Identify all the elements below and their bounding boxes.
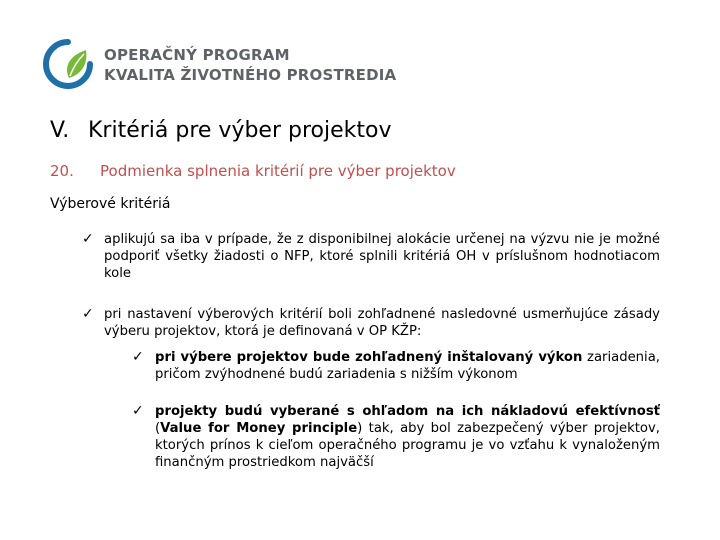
title-number: V. (50, 118, 70, 143)
criteria-item-2: pri nastavení výberových kritérií boli zohľadnené nasledovné usmerňujúce zásady výberu projektov, ktorá je definovaná v OP KŽP: (104, 307, 660, 339)
slide-title (50, 118, 392, 143)
subtitle-text: Podmienka splnenia kritérií pre výber projektov (100, 162, 456, 180)
checkmark-icon: ✓ (82, 306, 94, 322)
criteria-subitem-1 (155, 349, 660, 383)
subitem-2-bold-2: Value for Money principle (160, 421, 358, 436)
program-logo (42, 36, 397, 92)
logo-line-1: OPERAČNÝ PROGRAM (104, 46, 290, 64)
subitem-2-text: ) tak, aby bol zabezpečený výber projektov, ktorých prínos k cieľom operačného programu je vo vzťahu k vynaloženým finančným prostriedkom najväčší (155, 421, 660, 470)
slide-subtitle (50, 162, 456, 180)
subitem-1-bold: pri výbere projektov bude zohľadnený inštalovaný výkon (155, 350, 583, 365)
checkmark-icon: ✓ (132, 349, 144, 365)
checkmark-icon: ✓ (132, 403, 144, 419)
criteria-subitem-2 (155, 403, 660, 471)
subitem-1-text: zariadenia, pričom zvýhodnené budú zariadenia s nižším výkonom (155, 350, 660, 382)
subtitle-number: 20. (50, 162, 74, 180)
circular-leaf-logo-icon (42, 38, 94, 90)
title-text: Kritériá pre výber projektov (88, 118, 392, 143)
subitem-2-bold: projekty budú vyberané s ohľadom na ich nákladovú efektívnosť (155, 404, 660, 419)
criteria-item-1: aplikujú sa iba v prípade, že z disponibilnej alokácie určenej na výzvu nie je možné podporiť všetky žiadosti o NFP, ktoré splnili kritériá OH v príslušnom hodnotiacom kole (104, 232, 660, 281)
subitem-2-mid: ( (155, 421, 161, 436)
logo-line-2: KVALITA ŽIVOTNÉHO PROSTREDIA (104, 66, 397, 84)
checkmark-icon: ✓ (82, 231, 94, 247)
section-label: Výberové kritériá (50, 196, 171, 212)
